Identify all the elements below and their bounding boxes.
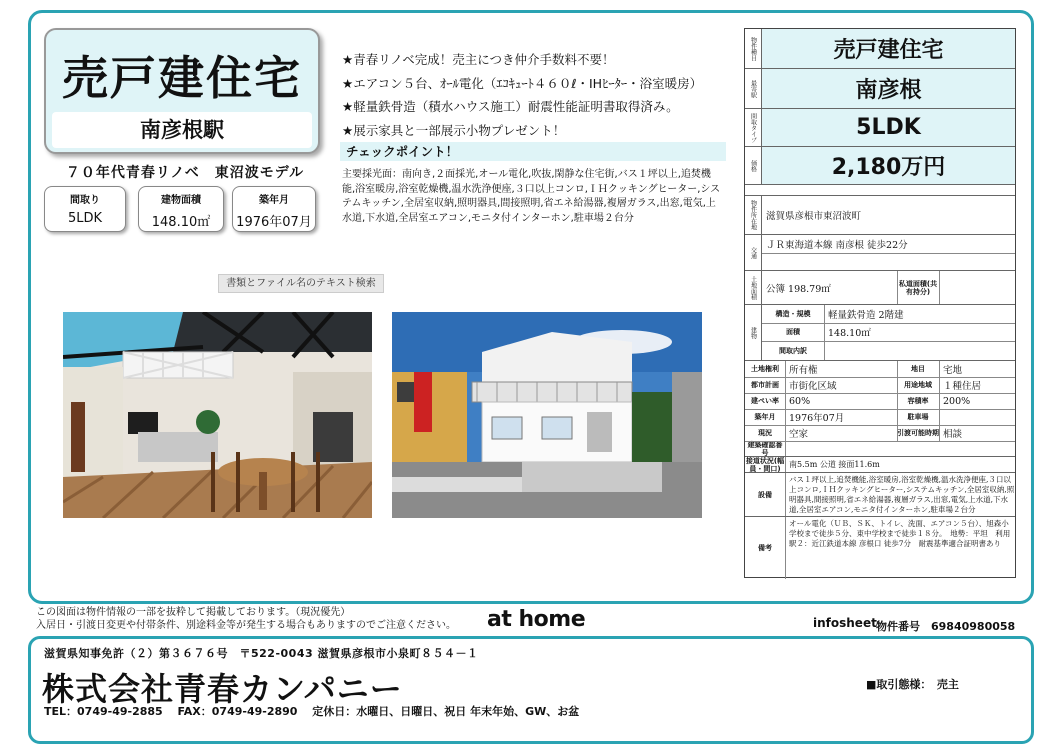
- row-value: 滋賀県彦根市東沼波町: [766, 211, 862, 222]
- highlight-item: ★青春リノベ完成！売主につき仲介手数料不要！: [342, 52, 615, 67]
- features-text: 主要採光面：南向き,２面採光,オール電化,吹抜,閑静な住宅街,バス１坪以上,追焚機能,浴室暖房,浴室乾燥機,温水洗浄便座,３口以上コンロ,ＩＨクッキングヒーター,システムキッチン,全居室収納,照明器具,間接照明,省エネ給湯器,複層ガラス,出窓,電気,上水道,下水道,全居室エアコン,モニタ付インターホン,駐車場２台分: [342, 169, 721, 224]
- highlight-item: ★軽量鉄骨造（積水ハウス施工）耐震性能証明書取得済み。: [342, 99, 679, 114]
- equip-label: 設備: [758, 490, 772, 499]
- spec-floor-area: [138, 186, 224, 232]
- spec-value: 148.10㎡: [151, 215, 211, 230]
- disclaimer: [36, 606, 456, 632]
- row-value: 売戸建住宅: [762, 29, 1015, 68]
- row-layout: [745, 109, 1015, 147]
- status-value: 空家: [789, 429, 809, 440]
- row-equipment: [745, 473, 1015, 517]
- built-value: 1976年07月: [789, 413, 845, 424]
- zoning-label: 用途地域: [904, 381, 932, 389]
- spec-label: 間取り: [70, 195, 100, 206]
- row-price: [745, 147, 1015, 185]
- highlight-item: ★展示家具と一部展示小物プレゼント！: [342, 122, 566, 138]
- structure-label: 構造・規模: [775, 310, 811, 318]
- row-grid: [745, 361, 1015, 457]
- row-label: 最寄駅: [745, 69, 762, 108]
- spec-layout: [44, 186, 126, 232]
- row-label: 価格: [745, 147, 762, 184]
- remarks-value: オール電化（ＵＢ、ＳＫ、トイレ、洗面、エアコン５台）、旭森小学校まで徒歩５分、東中学校まで徒歩１８分。 地勢：平坦 利用駅２：近江鉄道本線 彦根口 徒歩7分 耐震基準適合証明書あり: [789, 519, 1011, 548]
- property-details-table: [744, 28, 1016, 578]
- row-label: 物件所在地: [745, 196, 762, 234]
- structure-value: 軽量鉄骨造 2階建: [828, 310, 904, 321]
- row-traffic: [745, 235, 1015, 271]
- far-value: 200%: [943, 395, 971, 407]
- row-value: 公簿 198.79㎡: [766, 283, 831, 295]
- company-name: 株式会社青春カンパニー: [42, 670, 403, 708]
- contact-info: TEL：0749-49-2885 FAX：0749-49-2890 定休日：水曜日、日曜日、祝日 年末年始、GW、お盆: [44, 705, 580, 718]
- equip-value: バス１坪以上,追焚機能,浴室暖房,浴室乾燥機,温水洗浄便座,３口以上コンロ,ＩＨクッキングヒーター,システムキッチン,全居室収納,照明器具,間接照明,省エネ給湯器,複層ガラス,出窓,電気,上水道,下水道,全居室エアコン,モニタ付インターホン,駐車場２台分: [789, 475, 1015, 514]
- infosheet-label: infosheet: [813, 616, 877, 630]
- highlight-list: [342, 48, 722, 142]
- exterior-photo: [392, 312, 702, 518]
- spec-value: 1976年07月: [236, 215, 312, 230]
- checkpoint-heading: チェックポイント！: [340, 142, 726, 161]
- license-address: 滋賀県知事免許（２）第３６７６号 〒522-0043 滋賀県彦根市小泉町８５４－１: [44, 647, 479, 660]
- coverage-label: 建ぺい率: [751, 397, 779, 405]
- built-label: 築年月: [754, 413, 776, 421]
- chimoku-value: 宅地: [943, 365, 963, 376]
- row-land: [745, 271, 1015, 305]
- row-type: [745, 29, 1015, 69]
- city-plan-value: 市街化区域: [789, 381, 837, 392]
- handover-label: 引渡可能時期: [897, 429, 939, 437]
- handover-value: 相談: [943, 429, 963, 440]
- row-label: 交通: [745, 235, 762, 270]
- text-search-button[interactable]: 書類とファイル名のテキスト検索: [218, 274, 384, 293]
- disclaimer-line: この図面は物件情報の一部を抜粋して掲載しております。（現況優先）: [36, 607, 351, 618]
- row-label: 土地面積: [745, 271, 762, 304]
- row-station: [745, 69, 1015, 109]
- road-value: 南5.5m 公道 接面11.6m: [789, 460, 880, 469]
- row-label: 物件種目: [745, 29, 762, 68]
- title-box: [44, 28, 320, 154]
- far-label: 容積率: [907, 397, 929, 405]
- row-value: ＪＲ東海道本線 南彦根 徒歩22分: [766, 240, 908, 251]
- property-number: 物件番号 69840980058: [876, 620, 1016, 633]
- row-label: 建物: [745, 305, 762, 360]
- property-type-title: 売戸建住宅: [62, 51, 302, 105]
- city-plan-label: 都市計画: [751, 381, 779, 389]
- chimoku-label: 地目: [911, 365, 925, 373]
- spec-value: 5LDK: [67, 211, 103, 226]
- floor-value: 148.10㎡: [828, 328, 871, 339]
- parking-label: 駐車場: [907, 413, 929, 421]
- row-label: 間取タイプ: [745, 109, 762, 146]
- floorplan-label: 間取内訳: [779, 347, 807, 355]
- athome-logo: at home: [487, 607, 586, 632]
- status-label: 現況: [758, 429, 772, 437]
- road-label: 接道状況(幅員・間口): [745, 456, 785, 473]
- disclaimer-line: 入居日・引渡日変更や付帯条件、別途料金等が発生する場合もありますのでご注意ください。: [36, 620, 456, 631]
- cond-label: 建築確認番号: [747, 441, 783, 457]
- row-road: [745, 457, 1015, 473]
- transaction-type: ■取引態様： 売主: [866, 678, 959, 691]
- row-value: 2,180万円: [762, 147, 1015, 184]
- row-location: [745, 195, 1015, 235]
- station-name: 南彦根駅: [52, 112, 312, 148]
- interior-photo: [63, 312, 372, 518]
- row-building: [745, 305, 1015, 361]
- row-remarks: [745, 517, 1015, 579]
- coverage-value: 60%: [789, 395, 811, 407]
- remarks-label: 備考: [758, 544, 772, 552]
- private-road-label: 私道面積(共有持分): [898, 279, 938, 296]
- floor-label: 面積: [786, 328, 800, 336]
- spec-built: [232, 186, 316, 232]
- spec-label: 築年月: [259, 195, 289, 206]
- row-value: 南彦根: [762, 69, 1015, 108]
- model-subtitle: ７０年代青春リノベ 東沼波モデル: [65, 165, 305, 181]
- land-right-value: 所有権: [789, 365, 818, 376]
- zoning-value: １種住居: [943, 381, 982, 392]
- highlight-item: ★エアコン５台、ｵｰﾙ電化（ｴｺｷｭｰﾄ４６０ℓ・IHﾋｰﾀｰ・浴室暖房）: [342, 75, 703, 91]
- row-value: 5LDK: [762, 109, 1015, 146]
- spec-label: 建物面積: [161, 195, 201, 206]
- land-right-label: 土地権利: [751, 365, 779, 373]
